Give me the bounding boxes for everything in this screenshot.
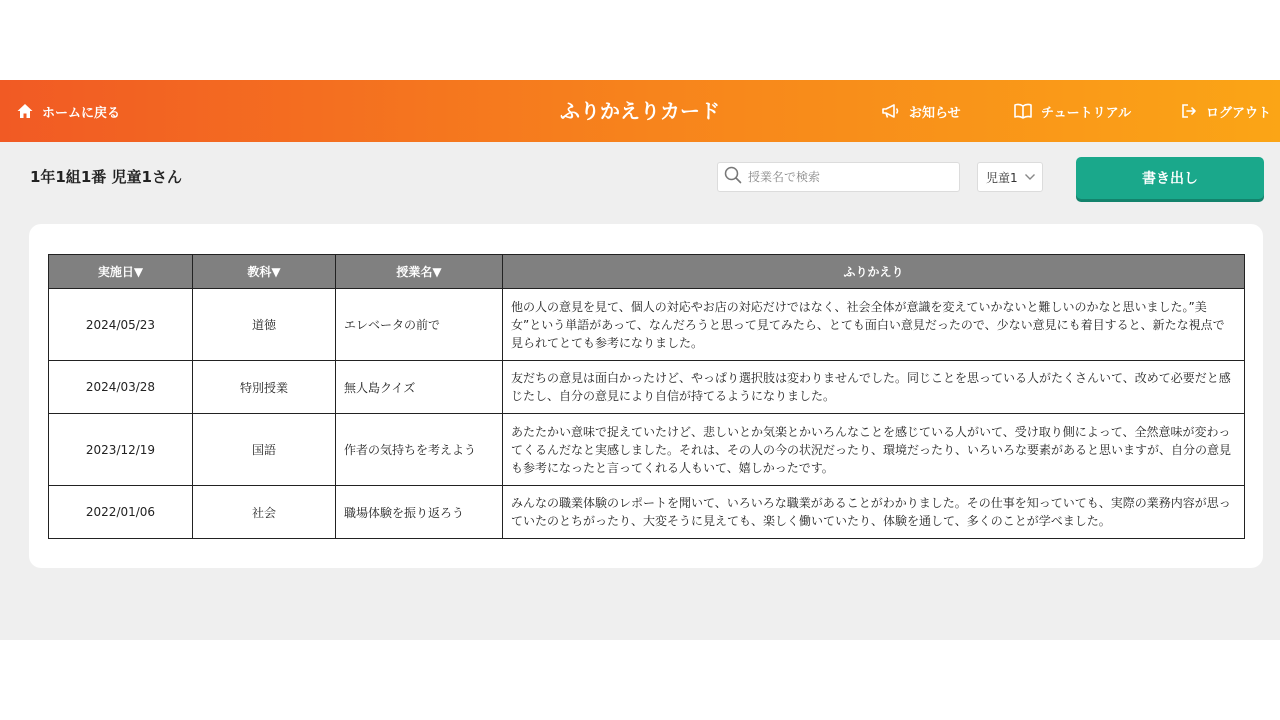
cell-subject: 社会 [193,486,336,539]
student-select-value: 児童1 [986,170,1018,185]
reflection-table [48,254,1245,539]
cell-date: 2022/01/06 [49,486,193,539]
table-header-row [49,255,1245,289]
student-select[interactable] [977,162,1043,192]
logout-icon [1180,102,1198,120]
table-row [49,289,1245,361]
table-row [49,486,1245,539]
cell-date: 2024/05/23 [49,289,193,361]
notice-label: お知らせ [909,105,961,121]
cell-lesson: 作者の気持ちを考えよう [336,414,503,486]
home-button[interactable] [16,80,120,142]
cell-lesson: エレベータの前で [336,289,503,361]
column-header-lesson[interactable]: 授業名▼ [336,255,503,289]
cell-lesson: 無人島クイズ [336,361,503,414]
home-label: ホームに戻る [42,105,121,121]
home-icon [16,102,34,120]
cell-reflection: 友だちの意見は面白かったけど、やっぱり選択肢は変わりませんでした。同じことを思っている人がたくさんいて、改めて必要だと感じたし、自分の意見により自信が持てるようになりました。 [503,361,1245,414]
megaphone-icon [881,102,901,120]
tutorial-label: チュートリアル [1041,105,1132,121]
table-row [49,414,1245,486]
column-header-date[interactable]: 実施日▼ [49,255,193,289]
reflection-card-panel [29,224,1263,568]
student-name: 1年1組1番 児童1さん [30,168,182,186]
column-header-subject[interactable]: 教科▼ [193,255,336,289]
cell-reflection: みんなの職業体験のレポートを聞いて、いろいろな職業があることがわかりました。その仕事を知っていても、実際の業務内容が思っていたのとちがったり、大変そうに見えても、楽しく働いていたり、体験を通して、多くのことが学べました。 [503,486,1245,539]
notice-button[interactable] [881,80,961,142]
cell-reflection: あたたかい意味で捉えていたけど、悲しいとか気楽とかいろんなことを感じている人がいて、受け取り側によって、全然意味が変わってくるんだなと実感しました。それは、その人の今の状況だったり、環境だったり、いろいろな要素があると思いますが、自分の意見も参考になったと言ってくれる人もいて、嬉しかったです。 [503,414,1245,486]
search-box[interactable] [717,162,960,192]
logout-label: ログアウト [1206,105,1272,121]
cell-lesson: 職場体験を振り返ろう [336,486,503,539]
tutorial-button[interactable] [1013,80,1131,142]
search-input[interactable] [748,170,948,184]
column-header-reflection: ふりかえり [503,255,1245,289]
export-button[interactable]: 書き出し [1076,157,1264,199]
page-title: ふりかえりカード [560,99,720,123]
header-bar [0,80,1280,142]
cell-subject: 特別授業 [193,361,336,414]
book-icon [1013,102,1033,120]
table-row [49,361,1245,414]
cell-subject: 道徳 [193,289,336,361]
cell-reflection: 他の人の意見を見て、個人の対応やお店の対応だけではなく、社会全体が意識を変えていかないと難しいのかなと思いました。”美女”という単語があって、なんだろうと思って見てみたら、とても面白い意見だったので、少ない意見にも着目すると、新たな視点で見られてとても参考になりました。 [503,289,1245,361]
cell-subject: 国語 [193,414,336,486]
chevron-down-icon [1024,170,1036,184]
cell-date: 2024/03/28 [49,361,193,414]
logout-button[interactable] [1180,80,1271,142]
search-icon [724,166,742,188]
app-background [0,80,1280,640]
cell-date: 2023/12/19 [49,414,193,486]
